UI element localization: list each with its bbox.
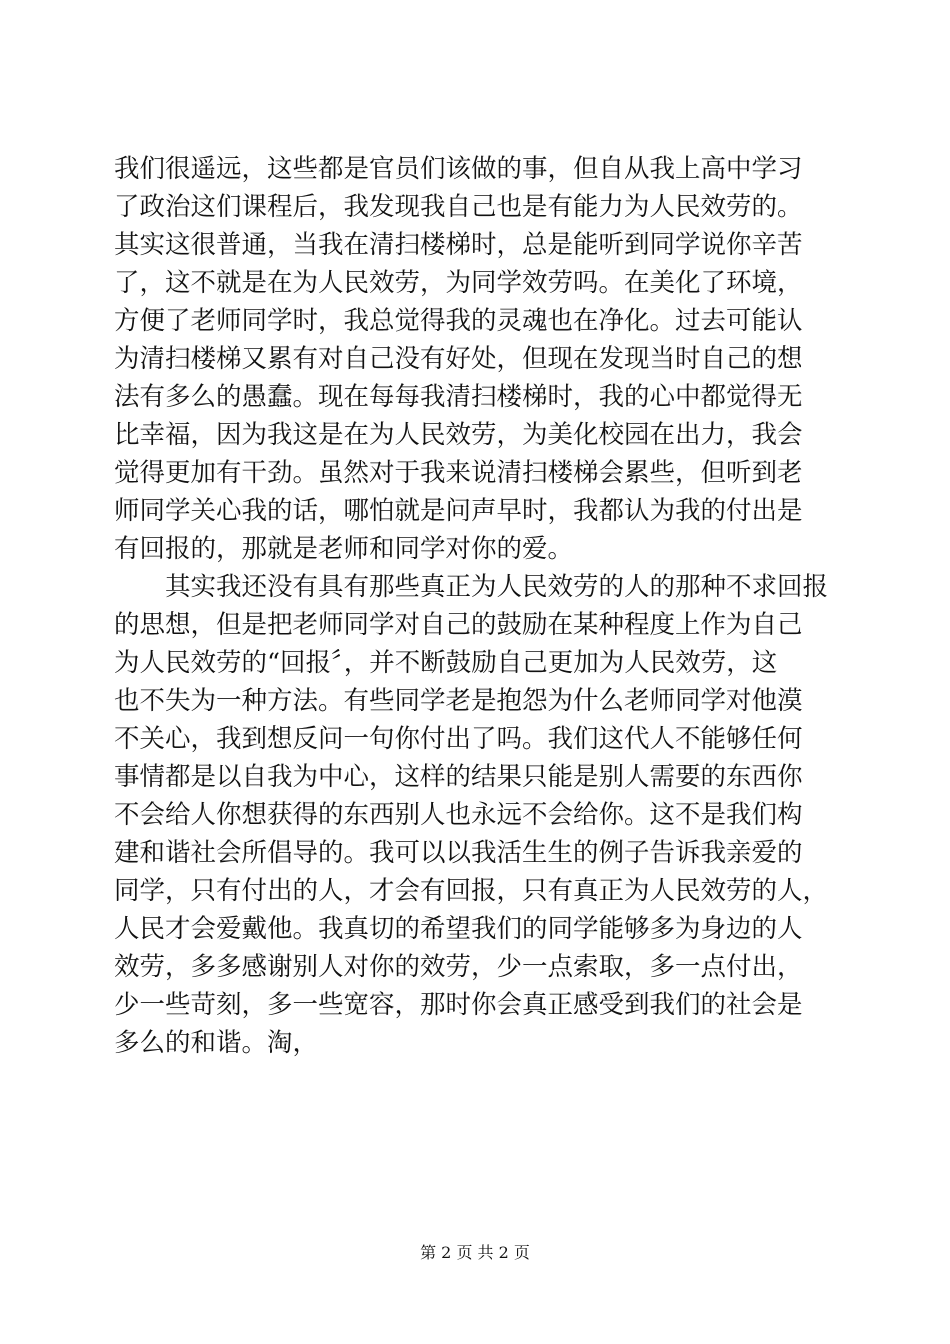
paragraph-start-line: 其实我还没有具有那些真正为人民效劳的人的那种不求回报 bbox=[114, 572, 829, 602]
text-line: 不关心，我到想反问一句你付出了吗。我们这代人不能够任何 bbox=[114, 724, 803, 754]
text-line: 比幸福，因为我这是在为人民效劳，为美化校园在出力，我会 bbox=[114, 420, 803, 450]
text-line: 为人民效劳的“回报〞，并不断鼓励自己更加为人民效劳，这 bbox=[114, 648, 778, 678]
text-line: 觉得更加有干劲。虽然对于我来说清扫楼梯会累些，但听到老 bbox=[114, 458, 803, 488]
text-line: 方便了老师同学时，我总觉得我的灵魂也在净化。过去可能认 bbox=[114, 306, 803, 336]
text-line: 同学，只有付出的人，才会有回报，只有真正为人民效劳的人， bbox=[114, 876, 829, 906]
text-line: 了政治这们课程后，我发现我自己也是有能力为人民效劳的。 bbox=[114, 192, 803, 222]
text-line: 我们很遥远，这些都是官员们该做的事，但自从我上高中学习 bbox=[114, 154, 803, 184]
document-body bbox=[114, 150, 834, 1062]
text-line: 法有多么的愚蠢。现在每每我清扫楼梯时，我的心中都觉得无 bbox=[114, 382, 803, 412]
text-line: 了，这不就是在为人民效劳，为同学效劳吗。在美化了环境， bbox=[114, 268, 803, 298]
text-line: 的思想，但是把老师同学对自己的鼓励在某种程度上作为自己 bbox=[114, 610, 803, 640]
text-line: 也不失为一种方法。有些同学老是抱怨为什么老师同学对他漠 bbox=[114, 686, 803, 716]
page-number-footer: 第 2 页 共 2 页 bbox=[420, 1243, 530, 1262]
text-line: 为清扫楼梯又累有对自己没有好处，但现在发现当时自己的想 bbox=[114, 344, 803, 374]
text-line: 不会给人你想获得的东西别人也永远不会给你。这不是我们构 bbox=[114, 800, 803, 830]
text-line: 多么的和谐。淘， bbox=[114, 1028, 319, 1058]
text-line: 少一些苛刻，多一些宽容，那时你会真正感受到我们的社会是 bbox=[114, 990, 803, 1020]
text-line: 建和谐社会所倡导的。我可以以我活生生的例子告诉我亲爱的 bbox=[114, 838, 803, 868]
text-line: 师同学关心我的话，哪怕就是问声早时，我都认为我的付出是 bbox=[114, 496, 803, 526]
text-line: 有回报的，那就是老师和同学对你的爱。 bbox=[114, 534, 574, 564]
text-line: 效劳，多多感谢别人对你的效劳，少一点索取，多一点付出， bbox=[114, 952, 803, 982]
text-line: 其实这很普通，当我在清扫楼梯时，总是能听到同学说你辛苦 bbox=[114, 230, 803, 260]
text-line: 人民才会爱戴他。我真切的希望我们的同学能够多为身边的人 bbox=[114, 914, 803, 944]
text-line: 事情都是以自我为中心，这样的结果只能是别人需要的东西你 bbox=[114, 762, 803, 792]
